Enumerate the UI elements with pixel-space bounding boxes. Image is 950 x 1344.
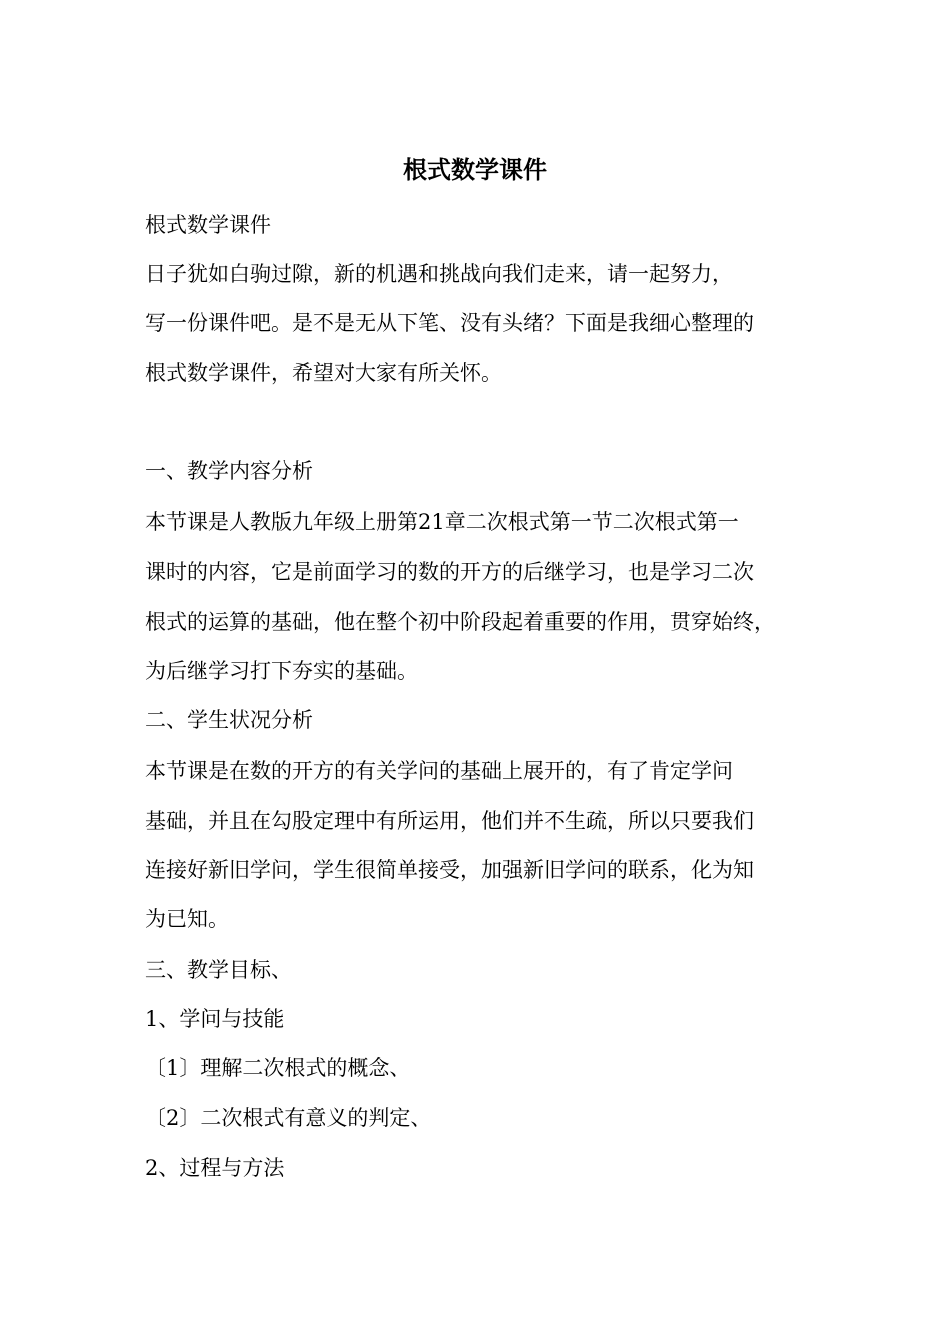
paragraph-line: 根式的运算的基础，他在整个初中阶段起着重要的作用，贯穿始终，	[145, 610, 775, 634]
paragraph-line: 写一份课件吧。是不是无从下笔、没有头绪？下面是我细心整理的	[145, 311, 754, 335]
paragraph-line: 根式数学课件，希望对大家有所关怀。	[145, 361, 502, 385]
subsection-heading: 2、过程与方法	[145, 1156, 285, 1180]
list-item: 〔2〕二次根式有意义的判定、	[145, 1106, 432, 1130]
paragraph-line: 本节课是人教版九年级上册第21章二次根式第一节二次根式第一	[145, 510, 739, 534]
section-heading: 一、教学内容分析	[145, 459, 313, 483]
paragraph-line: 根式数学课件	[145, 213, 271, 237]
list-item: 〔1〕理解二次根式的概念、	[145, 1056, 411, 1080]
document-title: 根式数学课件	[403, 155, 547, 184]
paragraph-line: 连接好新旧学问，学生很简单接受，加强新旧学问的联系，化为知	[145, 858, 754, 882]
paragraph-line: 课时的内容，它是前面学习的数的开方的后继学习，也是学习二次	[145, 560, 754, 584]
paragraph-line: 为后继学习打下夯实的基础。	[145, 659, 418, 683]
section-heading: 二、学生状况分析	[145, 708, 313, 732]
paragraph-line: 为已知。	[145, 907, 229, 931]
paragraph-line: 本节课是在数的开方的有关学问的基础上展开的，有了肯定学问	[145, 759, 733, 783]
subsection-heading: 1、学问与技能	[145, 1007, 285, 1031]
section-heading: 三、教学目标、	[145, 958, 292, 982]
paragraph-line: 基础，并且在勾股定理中有所运用，他们并不生疏，所以只要我们	[145, 809, 754, 833]
paragraph-line: 日子犹如白驹过隙，新的机遇和挑战向我们走来，请一起努力，	[145, 262, 733, 286]
